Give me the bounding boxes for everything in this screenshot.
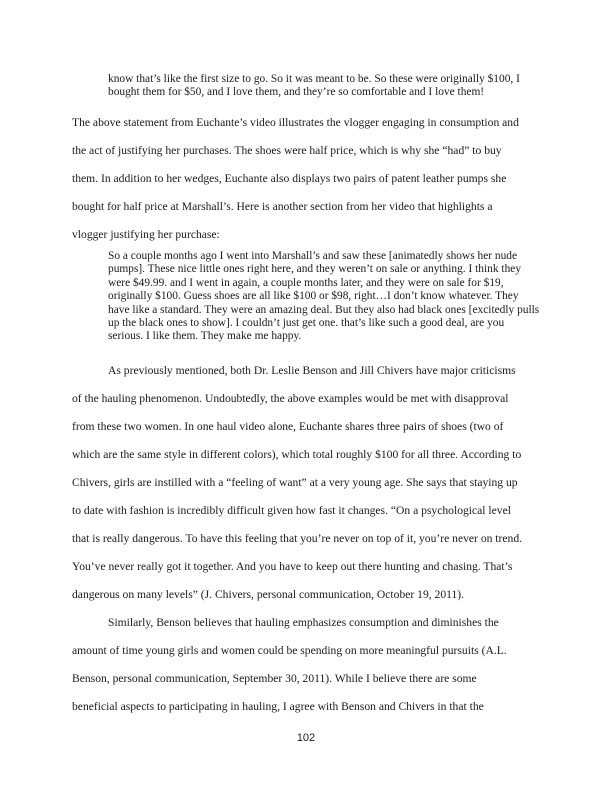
paragraph-line: the act of justifying her purchases. The shoes were half price, which is why she “had” to buy [72,144,502,157]
paragraph-line: vlogger justifying her purchase: [72,228,220,241]
block-quote-mid: So a couple months ago I went into Marshall’s and saw these [animatedly shows her nude pumps]. These nice little ones right here, and they weren’t on sale or anything. I think they were $49.99. and I went in again, a couple months later, and they were on sale for $19, originally $100. Guess shoes are all like $100 or $98, right…I don’t know whatever. They have like a standard. They were an amazing deal. But they also had black ones [excitedly pulls up the black ones to show]. I couldn’t just get one. that’s like such a good deal, are you serious. I like them. They make me happy. [108,250,540,343]
paragraph-line: dangerous on many levels” (J. Chivers, personal communication, October 19, 2011). [72,588,465,601]
paragraph-line: that is really dangerous. To have this feeling that you’re never on top of it, you’re never on trend. [72,532,523,545]
paragraph-line: from these two women. In one haul video alone, Euchante shares three pairs of shoes (two of [72,420,504,433]
paragraph-line: to date with fashion is incredibly difficult given how fast it changes. “On a psychological level [72,504,511,517]
paragraph-line: beneficial aspects to participating in hauling, I agree with Benson and Chivers in that the [72,700,484,713]
paragraph-line: which are the same style in different colors), which total roughly $100 for all three. According to [72,448,522,461]
paragraph-line: Benson, personal communication, September 30, 2011). While I believe there are some [72,672,477,685]
paragraph-line: As previously mentioned, both Dr. Leslie Benson and Jill Chivers have major criticisms [108,364,516,377]
paragraph-line: of the hauling phenomenon. Undoubtedly, the above examples would be met with disapproval [72,392,509,405]
paragraph-line: Similarly, Benson believes that hauling emphasizes consumption and diminishes the [108,616,499,629]
paragraph-line: them. In addition to her wedges, Euchante also displays two pairs of patent leather pumps she [72,172,507,185]
paragraph-line: Chivers, girls are instilled with a “feeling of want” at a very young age. She says that staying up [72,476,518,489]
page-number: 102 [296,732,316,744]
paragraph-line: amount of time young girls and women could be spending on more meaningful pursuits (A.L. [72,644,507,657]
paragraph-line: You’ve never really got it together. And you have to keep out there hunting and chasing. That’s [72,560,513,573]
paragraph-line: bought for half price at Marshall’s. Here is another section from her video that highlights a [72,200,493,213]
paragraph-line: The above statement from Euchante’s video illustrates the vlogger engaging in consumption and [72,116,519,129]
block-quote-top: know that’s like the first size to go. So it was meant to be. So these were originally $100, I bought them for $50, and I love them, and they’re so comfortable and I love them! [108,73,520,99]
